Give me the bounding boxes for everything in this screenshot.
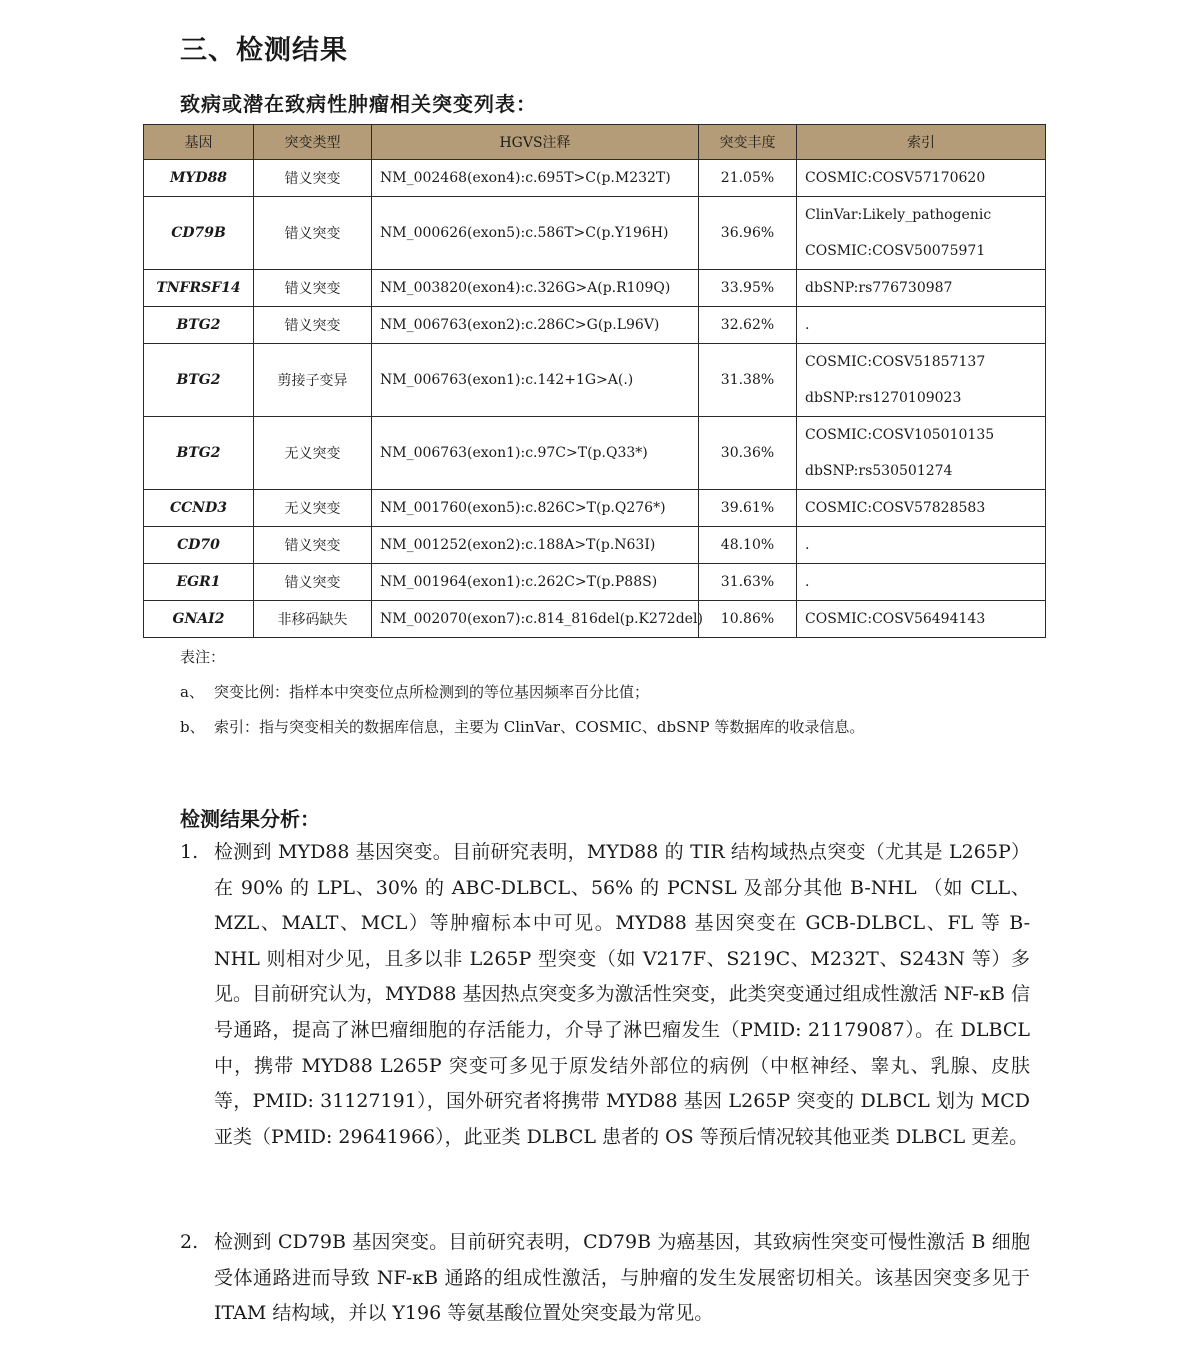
ref-entry: COSMIC:COSV50075971 [805,243,986,259]
ref-entry: . [805,574,810,590]
analysis-paragraph [180,1225,1030,1332]
header-reference: 索引 [797,125,1046,160]
ref-entry: COSMIC:COSV57828583 [805,500,986,516]
table-header-row [144,125,1046,160]
table-title: 致病或潜在致病性肿瘤相关突变列表： [180,92,537,116]
gene-cell: MYD88 [144,160,254,197]
freq-cell: 33.95% [699,270,797,307]
header-gene: 基因 [144,125,254,160]
header-mutation-type: 突变类型 [254,125,372,160]
table-notes [180,640,864,745]
type-cell: 错义突变 [254,270,372,307]
hgvs-cell: NM_001964(exon1):c.262C>T(p.P88S) [372,564,699,601]
gene-cell: CD79B [144,197,254,270]
note-marker: a、 [180,683,204,701]
table-row [144,490,1046,527]
table-row [144,527,1046,564]
hgvs-cell: NM_002070(exon7):c.814_816del(p.K272del) [372,601,699,638]
note-item [180,675,864,710]
gene-cell: BTG2 [144,307,254,344]
note-text: 突变比例：指样本中突变位点所检测到的等位基因频率百分比值； [214,683,650,701]
gene-cell: BTG2 [144,417,254,490]
hgvs-cell: NM_000626(exon5):c.586T>C(p.Y196H) [372,197,699,270]
hgvs-cell: NM_003820(exon4):c.326G>A(p.R109Q) [372,270,699,307]
note-text: 索引：指与突变相关的数据库信息，主要为 ClinVar、COSMIC、dbSNP 等数据库的收录信息。 [214,718,865,736]
ref-entry: ClinVar:Likely_pathogenic [805,207,992,223]
freq-cell: 48.10% [699,527,797,564]
analysis-title: 检测结果分析： [180,807,320,831]
type-cell: 非移码缺失 [254,601,372,638]
table-row [144,270,1046,307]
type-cell: 错义突变 [254,160,372,197]
section-title: 三、检测结果 [180,35,348,66]
ref-cell [797,307,1046,344]
ref-cell [797,490,1046,527]
ref-entry: dbSNP:rs1270109023 [805,390,962,406]
freq-cell: 21.05% [699,160,797,197]
hgvs-cell: NM_006763(exon1):c.142+1G>A(.) [372,344,699,417]
ref-cell [797,270,1046,307]
hgvs-cell: NM_006763(exon2):c.286C>G(p.L96V) [372,307,699,344]
ref-cell [797,601,1046,638]
ref-entry: COSMIC:COSV56494143 [805,611,986,627]
freq-cell: 31.38% [699,344,797,417]
ref-entry: . [805,537,810,553]
ref-cell [797,344,1046,417]
table-row [144,564,1046,601]
type-cell: 剪接子变异 [254,344,372,417]
ref-cell [797,197,1046,270]
type-cell: 无义突变 [254,490,372,527]
table-row [144,307,1046,344]
paragraph-number: 2. [180,1231,199,1253]
ref-entry: dbSNP:rs776730987 [805,280,953,296]
paragraph-number: 1. [180,841,199,863]
table-row [144,601,1046,638]
ref-entry: . [805,317,810,333]
type-cell: 错义突变 [254,307,372,344]
mutation-table [143,124,1046,638]
table-row [144,160,1046,197]
gene-cell: EGR1 [144,564,254,601]
ref-cell [797,160,1046,197]
freq-cell: 31.63% [699,564,797,601]
gene-cell: BTG2 [144,344,254,417]
table-row [144,417,1046,490]
hgvs-cell: NM_002468(exon4):c.695T>C(p.M232T) [372,160,699,197]
hgvs-cell: NM_001252(exon2):c.188A>T(p.N63I) [372,527,699,564]
ref-entry: COSMIC:COSV105010135 [805,427,995,443]
note-marker: b、 [180,718,205,736]
type-cell: 错义突变 [254,564,372,601]
table-row [144,197,1046,270]
table-row [144,344,1046,417]
gene-cell: CD70 [144,527,254,564]
gene-cell: GNAI2 [144,601,254,638]
header-hgvs: HGVS注释 [372,125,699,160]
ref-entry: COSMIC:COSV57170620 [805,170,986,186]
header-frequency: 突变丰度 [699,125,797,160]
type-cell: 错义突变 [254,527,372,564]
freq-cell: 32.62% [699,307,797,344]
freq-cell: 10.86% [699,601,797,638]
freq-cell: 36.96% [699,197,797,270]
note-item [180,710,864,745]
type-cell: 无义突变 [254,417,372,490]
type-cell: 错义突变 [254,197,372,270]
gene-cell: TNFRSF14 [144,270,254,307]
freq-cell: 30.36% [699,417,797,490]
hgvs-cell: NM_001760(exon5):c.826C>T(p.Q276*) [372,490,699,527]
notes-label: 表注： [180,648,226,666]
ref-entry: COSMIC:COSV51857137 [805,354,986,370]
gene-cell: CCND3 [144,490,254,527]
ref-entry: dbSNP:rs530501274 [805,463,953,479]
ref-cell [797,527,1046,564]
paragraph-text: 检测到 CD79B 基因突变。目前研究表明，CD79B 为癌基因，其致病性突变可慢性激活 B 细胞受体通路进而导致 NF-κB 通路的组成性激活，与肿瘤的发生发展密切相关。该基因突变多见于 ITAM 结构域，并以 Y196 等氨基酸位置处突变最为常见。 [214,1231,1030,1325]
hgvs-cell: NM_006763(exon1):c.97C>T(p.Q33*) [372,417,699,490]
paragraph-text: 检测到 MYD88 基因突变。目前研究表明，MYD88 的 TIR 结构域热点突变（尤其是 L265P）在 90% 的 LPL、30% 的 ABC-DLBCL、56% 的 PCNSL 及部分其他 B-NHL （如 CLL、MZL、MALT、MCL）等肿瘤标本中可见。MYD88 基因突变在 GCB-DLBCL、FL 等 B-NHL 则相对少见，且多以非 L265P 型突变（如 V217F、S219C、M232T、S243N 等）多见。目前研究认为，MYD88 基因热点突变多为激活性突变，此类突变通过组成性激活 NF-κB 信号通路，提高了淋巴瘤细胞的存活能力，介导了淋巴瘤发生（PMID: 21179087）。在 DLBCL 中，携带 MYD88 L265P 突变可多见于原发结外部位的病例（中枢神经、睾丸、乳腺、皮肤等，PMID: 31127191），国外研究者将携带 MYD88 基因 L265P 突变的 DLBCL 划为 MCD 亚类（PMID: 29641966），此亚类 DLBCL 患者的 OS 等预后情况较其他亚类 DLBCL 更差。 [214,841,1030,1148]
freq-cell: 39.61% [699,490,797,527]
ref-cell [797,417,1046,490]
ref-cell [797,564,1046,601]
analysis-paragraph [180,835,1030,1155]
